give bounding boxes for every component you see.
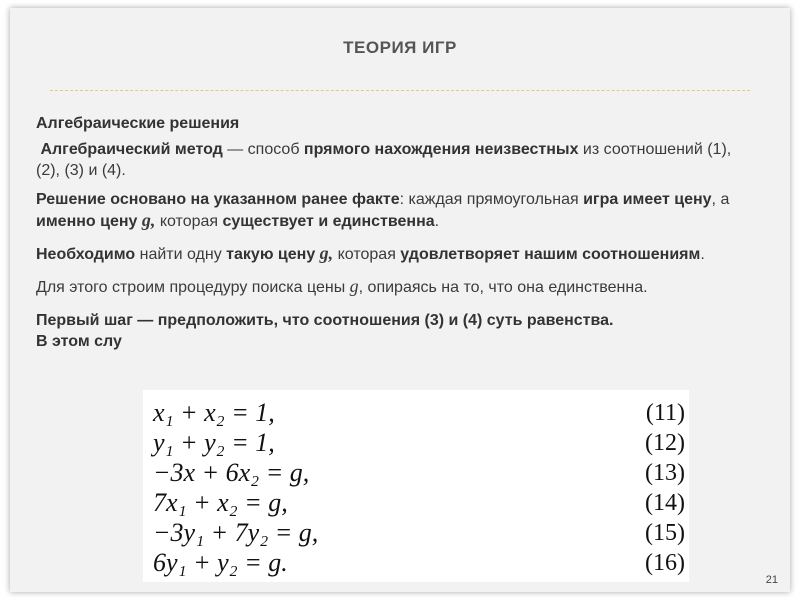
equation-12 <box>143 428 689 458</box>
equation-lhs: −3y₁ + 7y₂ = g, <box>153 518 319 547</box>
equation-number: (15) <box>645 520 685 546</box>
equation-number: (11) <box>645 400 685 426</box>
slide <box>10 8 790 592</box>
equation-14 <box>143 488 689 518</box>
title-divider <box>50 90 750 91</box>
equation-11 <box>143 398 689 428</box>
slide-content <box>36 113 756 352</box>
equation-13 <box>143 458 689 488</box>
equation-16 <box>143 548 689 578</box>
equation-lhs: −3x + 6x₂ = g, <box>153 458 310 487</box>
equation-15 <box>143 518 689 548</box>
paragraph-procedure: Для этого строим процедуру поиска цены g, опираясь на то, что она единственна. <box>36 276 648 296</box>
slide-title: ТЕОРИЯ ИГР <box>343 38 457 57</box>
equation-lhs: y₁ + y₂ = 1, <box>153 428 275 457</box>
equation-number: (12) <box>645 430 685 456</box>
paragraph-method: Алгебраический метод — способ прямого нахождения неизвестных из соотношений (1), (2), (3) и (4). <box>36 141 732 179</box>
equation-number: (13) <box>645 460 685 486</box>
paragraph-first-step: Первый шаг — предположить, что соотношения (3) и (4) суть равенства. В этом слу <box>36 312 614 350</box>
equation-lhs: 6y₁ + y₂ = g. <box>153 548 288 577</box>
equation-number: (14) <box>645 490 685 516</box>
slide-number: 21 <box>765 574 778 586</box>
equation-lhs: 7x₁ + x₂ = g, <box>153 488 288 517</box>
equation-number: (16) <box>645 550 685 576</box>
equation-lhs: x₁ + x₂ = 1, <box>153 398 275 427</box>
paragraph-requirement: Необходимо найти одну такую цену g, которая удовлетворяет нашим соотношениям. <box>36 243 705 263</box>
equations-image <box>143 390 689 582</box>
section-heading: Алгебраические решения <box>36 115 240 132</box>
paragraph-basis: Решение основано на указанном ранее факте: каждая прямоугольная игра имеет цену, а именно цену g, которая существует и единственна. <box>36 191 730 230</box>
